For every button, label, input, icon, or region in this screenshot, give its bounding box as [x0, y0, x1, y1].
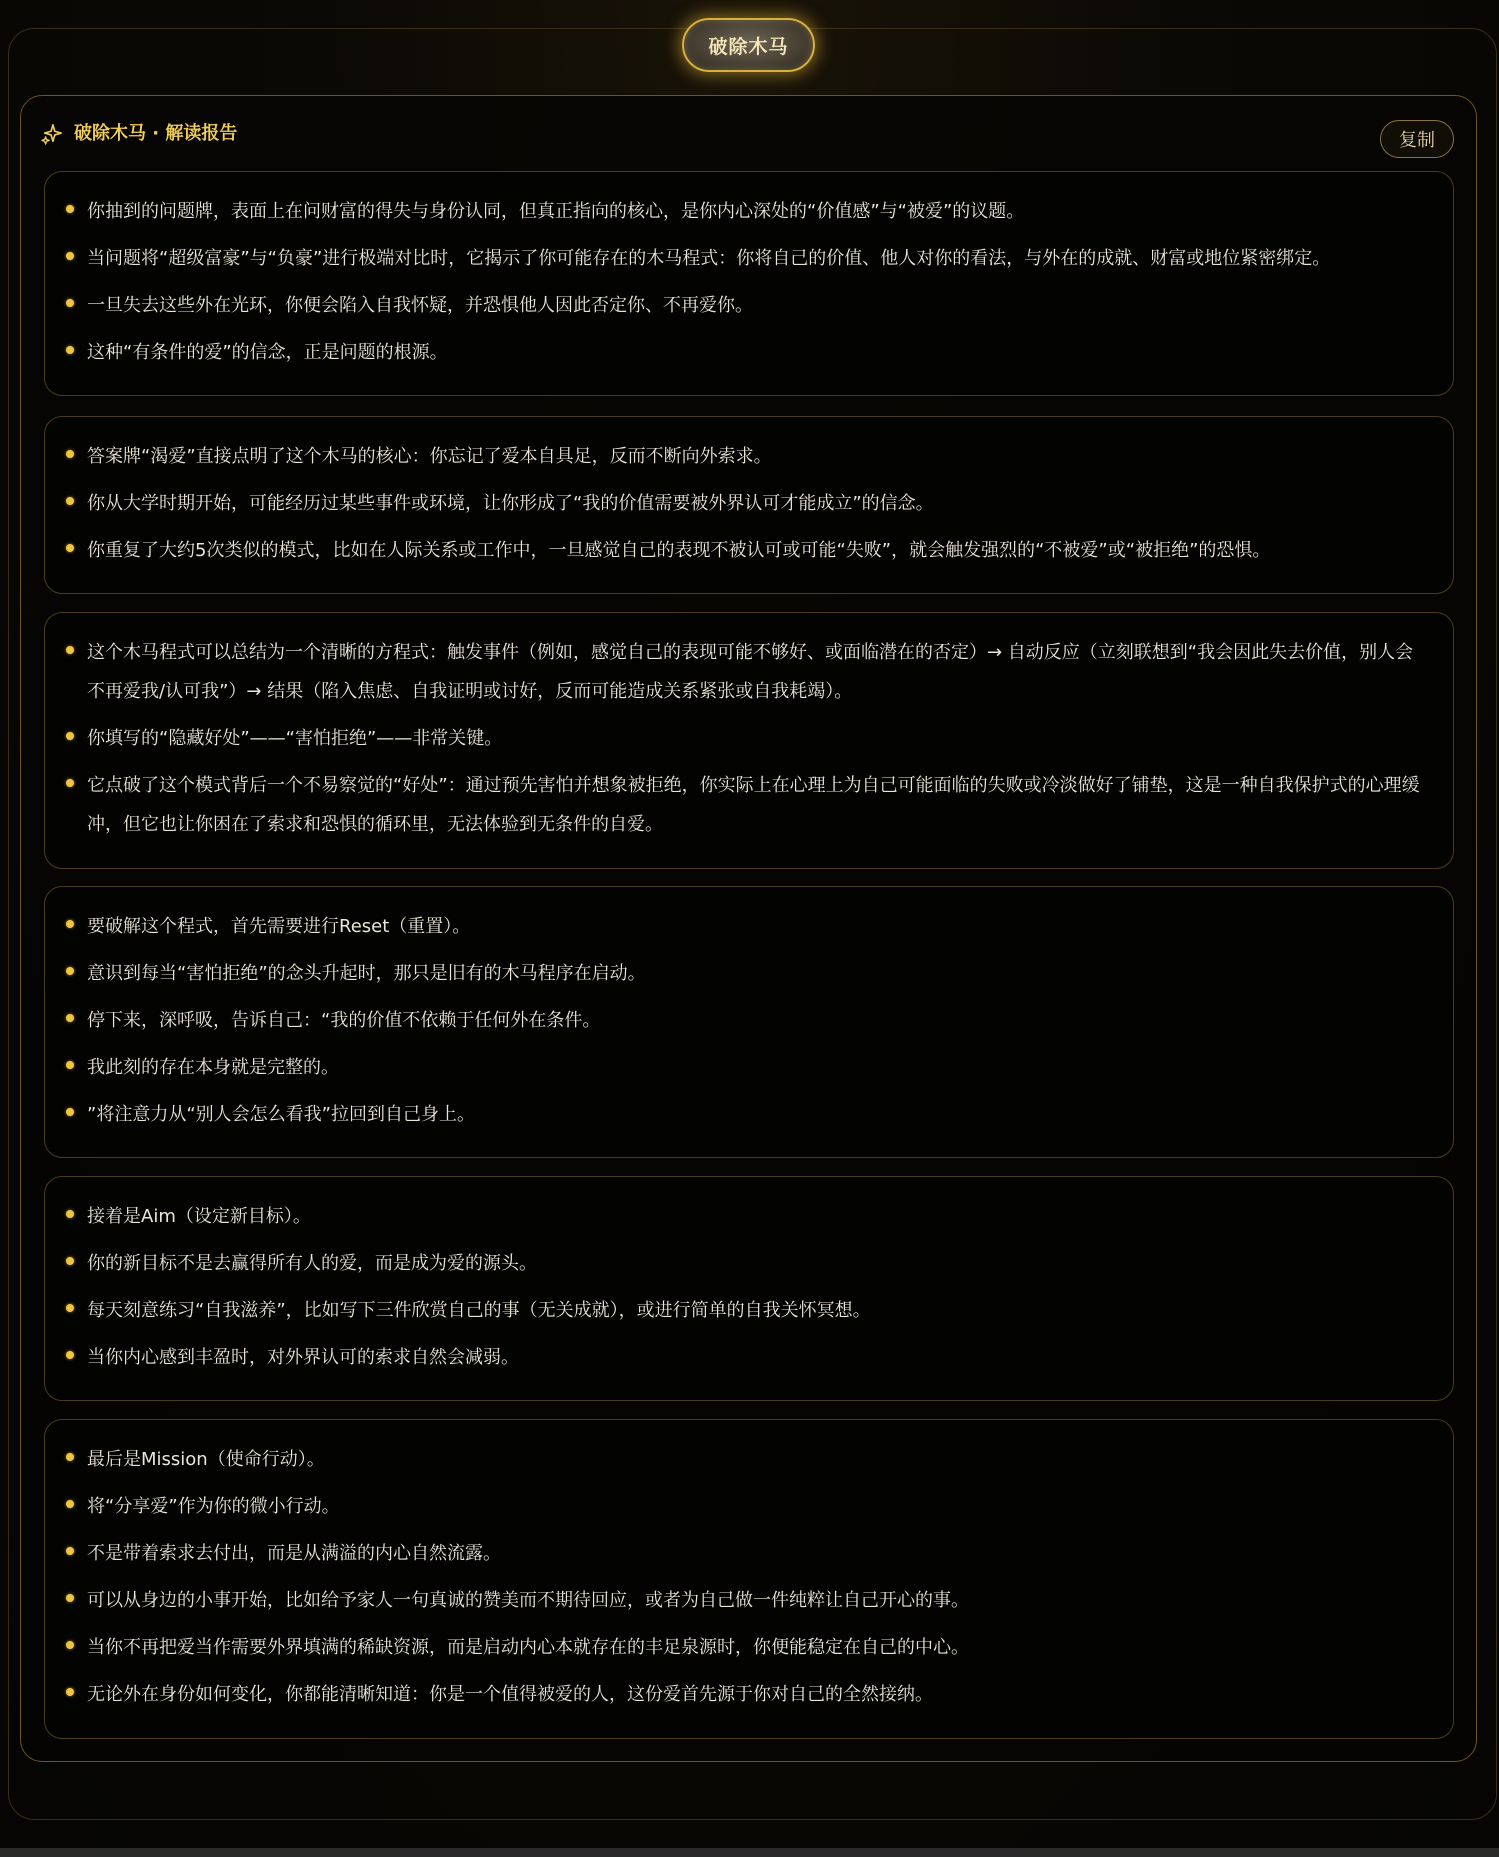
list-item-text: 你抽到的问题牌，表面上在问财富的得失与身份认同，但真正指向的核心，是你内心深处的“价值感”与“被爱”的议题。: [87, 201, 1025, 222]
bottom-bar: [0, 1848, 1499, 1857]
section-list: [45, 1420, 1453, 1714]
section-mission: [44, 1419, 1454, 1739]
list-item: [66, 633, 1427, 711]
list-item: [66, 484, 1427, 523]
dot-bullet-icon: [66, 346, 74, 354]
list-item: [66, 531, 1427, 570]
dot-bullet-icon: [66, 1641, 74, 1649]
dot-bullet-icon: [66, 252, 74, 260]
list-item: [66, 1048, 1427, 1087]
list-item: [66, 1675, 1427, 1714]
report-card: [20, 95, 1477, 1762]
list-item: [66, 766, 1427, 844]
list-item-text: 不是带着索求去付出，而是从满溢的内心自然流露。: [87, 1543, 501, 1564]
list-item-text: 将“分享爱”作为你的微小行动。: [87, 1496, 340, 1517]
dot-bullet-icon: [66, 450, 74, 458]
section-problem: [44, 171, 1454, 396]
list-item-text: 当问题将“超级富豪”与“负豪”进行极端对比时，它揭示了你可能存在的木马程式：你将自己的价值、他人对你的看法，与外在的成就、财富或地位紧密绑定。: [87, 248, 1331, 269]
section-list: [45, 887, 1453, 1134]
list-item: [66, 286, 1427, 325]
section-answer: [44, 416, 1454, 594]
list-item-text: 这个木马程式可以总结为一个清晰的方程式：触发事件（例如，感觉自己的表现可能不够好、或面临潜在的否定）→ 自动反应（立刻联想到“我会因此失去价值，别人会不再爱我/认可我”）→ 结果（陷入焦虑、自我证明或讨好，反而可能造成关系紧张或自我耗竭）。: [87, 642, 1414, 702]
list-item: [66, 1581, 1427, 1620]
list-item: [66, 907, 1427, 946]
list-item-text: 接着是Aim（设定新目标）。: [87, 1206, 311, 1227]
dot-bullet-icon: [66, 1547, 74, 1555]
report-title: 破除木马 · 解读报告: [74, 123, 238, 144]
dot-bullet-icon: [66, 967, 74, 975]
list-item: [66, 1095, 1427, 1134]
dot-bullet-icon: [66, 1453, 74, 1461]
dot-bullet-icon: [66, 1500, 74, 1508]
list-item-text: 无论外在身份如何变化，你都能清晰知道：你是一个值得被爱的人，这份爱首先源于你对自己的全然接纳。: [87, 1684, 933, 1705]
section-list: [45, 613, 1453, 844]
list-item-text: 它点破了这个模式背后一个不易察觉的“好处”：通过预先害怕并想象被拒绝，你实际上在心理上为自己可能面临的失败或冷淡做好了铺垫，这是一种自我保护式的心理缓冲，但它也让你困在了索求和恐惧的循环里，无法体验到无条件的自爱。: [87, 775, 1420, 835]
section-list: [45, 1177, 1453, 1377]
section-list: [45, 417, 1453, 570]
list-item-text: 你填写的“隐藏好处”——“害怕拒绝”——非常关键。: [87, 728, 503, 749]
list-item-text: 答案牌“渴爱”直接点明了这个木马的核心：你忘记了爱本自具足，反而不断向外索求。: [87, 446, 772, 467]
list-item-text: 当你内心感到丰盈时，对外界认可的索求自然会减弱。: [87, 1347, 519, 1368]
list-item-text: 要破解这个程式，首先需要进行Reset（重置）。: [87, 916, 471, 937]
list-item: [66, 192, 1427, 231]
list-item: [66, 239, 1427, 278]
list-item: [66, 1291, 1427, 1330]
list-item: [66, 1001, 1427, 1040]
list-item: [66, 1338, 1427, 1377]
dot-bullet-icon: [66, 1061, 74, 1069]
list-item: [66, 1534, 1427, 1573]
dot-bullet-icon: [66, 299, 74, 307]
list-item-text: 最后是Mission（使命行动）。: [87, 1449, 325, 1470]
dot-bullet-icon: [66, 1210, 74, 1218]
dot-bullet-icon: [66, 732, 74, 740]
dot-bullet-icon: [66, 1108, 74, 1116]
section-equation: [44, 612, 1454, 869]
list-item-text: 一旦失去这些外在光环，你便会陷入自我怀疑，并恐惧他人因此否定你、不再爱你。: [87, 295, 753, 316]
dot-bullet-icon: [66, 646, 74, 654]
dot-bullet-icon: [66, 205, 74, 213]
dot-bullet-icon: [66, 1304, 74, 1312]
copy-button[interactable]: 复制: [1380, 120, 1454, 158]
list-item: [66, 719, 1427, 758]
list-item-text: 我此刻的存在本身就是完整的。: [87, 1057, 339, 1078]
list-item: [66, 1244, 1427, 1283]
list-item: [66, 1628, 1427, 1667]
list-item-text: 这种“有条件的爱”的信念，正是问题的根源。: [87, 342, 448, 363]
dot-bullet-icon: [66, 497, 74, 505]
list-item-text: 你重复了大约5次类似的模式，比如在人际关系或工作中，一旦感觉自己的表现不被认可或可能“失败”，就会触发强烈的“不被爱”或“被拒绝”的恐惧。: [87, 540, 1271, 561]
report-header: [21, 96, 1476, 170]
dot-bullet-icon: [66, 1014, 74, 1022]
list-item: [66, 1440, 1427, 1479]
list-item-text: 意识到每当“害怕拒绝”的念头升起时，那只是旧有的木马程序在启动。: [87, 963, 646, 984]
list-item: [66, 1197, 1427, 1236]
list-item-text: 当你不再把爱当作需要外界填满的稀缺资源，而是启动内心本就存在的丰足泉源时，你便能稳定在自己的中心。: [87, 1637, 969, 1658]
section-reset: [44, 886, 1454, 1158]
list-item-text: 你从大学时期开始，可能经历过某些事件或环境，让你形成了“我的价值需要被外界认可才能成立”的信念。: [87, 493, 934, 514]
dot-bullet-icon: [66, 779, 74, 787]
list-item: [66, 333, 1427, 372]
break-trojan-button[interactable]: 破除木马: [682, 18, 815, 72]
list-item-text: 每天刻意练习“自我滋养”，比如写下三件欣赏自己的事（无关成就），或进行简单的自我关怀冥想。: [87, 1300, 871, 1321]
dot-bullet-icon: [66, 1257, 74, 1265]
list-item: [66, 954, 1427, 993]
dot-bullet-icon: [66, 1594, 74, 1602]
list-item: [66, 437, 1427, 476]
dot-bullet-icon: [66, 544, 74, 552]
list-item-text: 停下来，深呼吸，告诉自己：“我的价值不依赖于任何外在条件。: [87, 1010, 601, 1031]
dot-bullet-icon: [66, 1688, 74, 1696]
list-item-text: ”将注意力从“别人会怎么看我”拉回到自己身上。: [87, 1104, 475, 1125]
sparkle-icon: [41, 123, 63, 145]
section-aim: [44, 1176, 1454, 1401]
dot-bullet-icon: [66, 1351, 74, 1359]
list-item-text: 可以从身边的小事开始，比如给予家人一句真诚的赞美而不期待回应，或者为自己做一件纯粹让自己开心的事。: [87, 1590, 969, 1611]
list-item: [66, 1487, 1427, 1526]
section-list: [45, 172, 1453, 372]
list-item-text: 你的新目标不是去赢得所有人的爱，而是成为爱的源头。: [87, 1253, 537, 1274]
dot-bullet-icon: [66, 920, 74, 928]
